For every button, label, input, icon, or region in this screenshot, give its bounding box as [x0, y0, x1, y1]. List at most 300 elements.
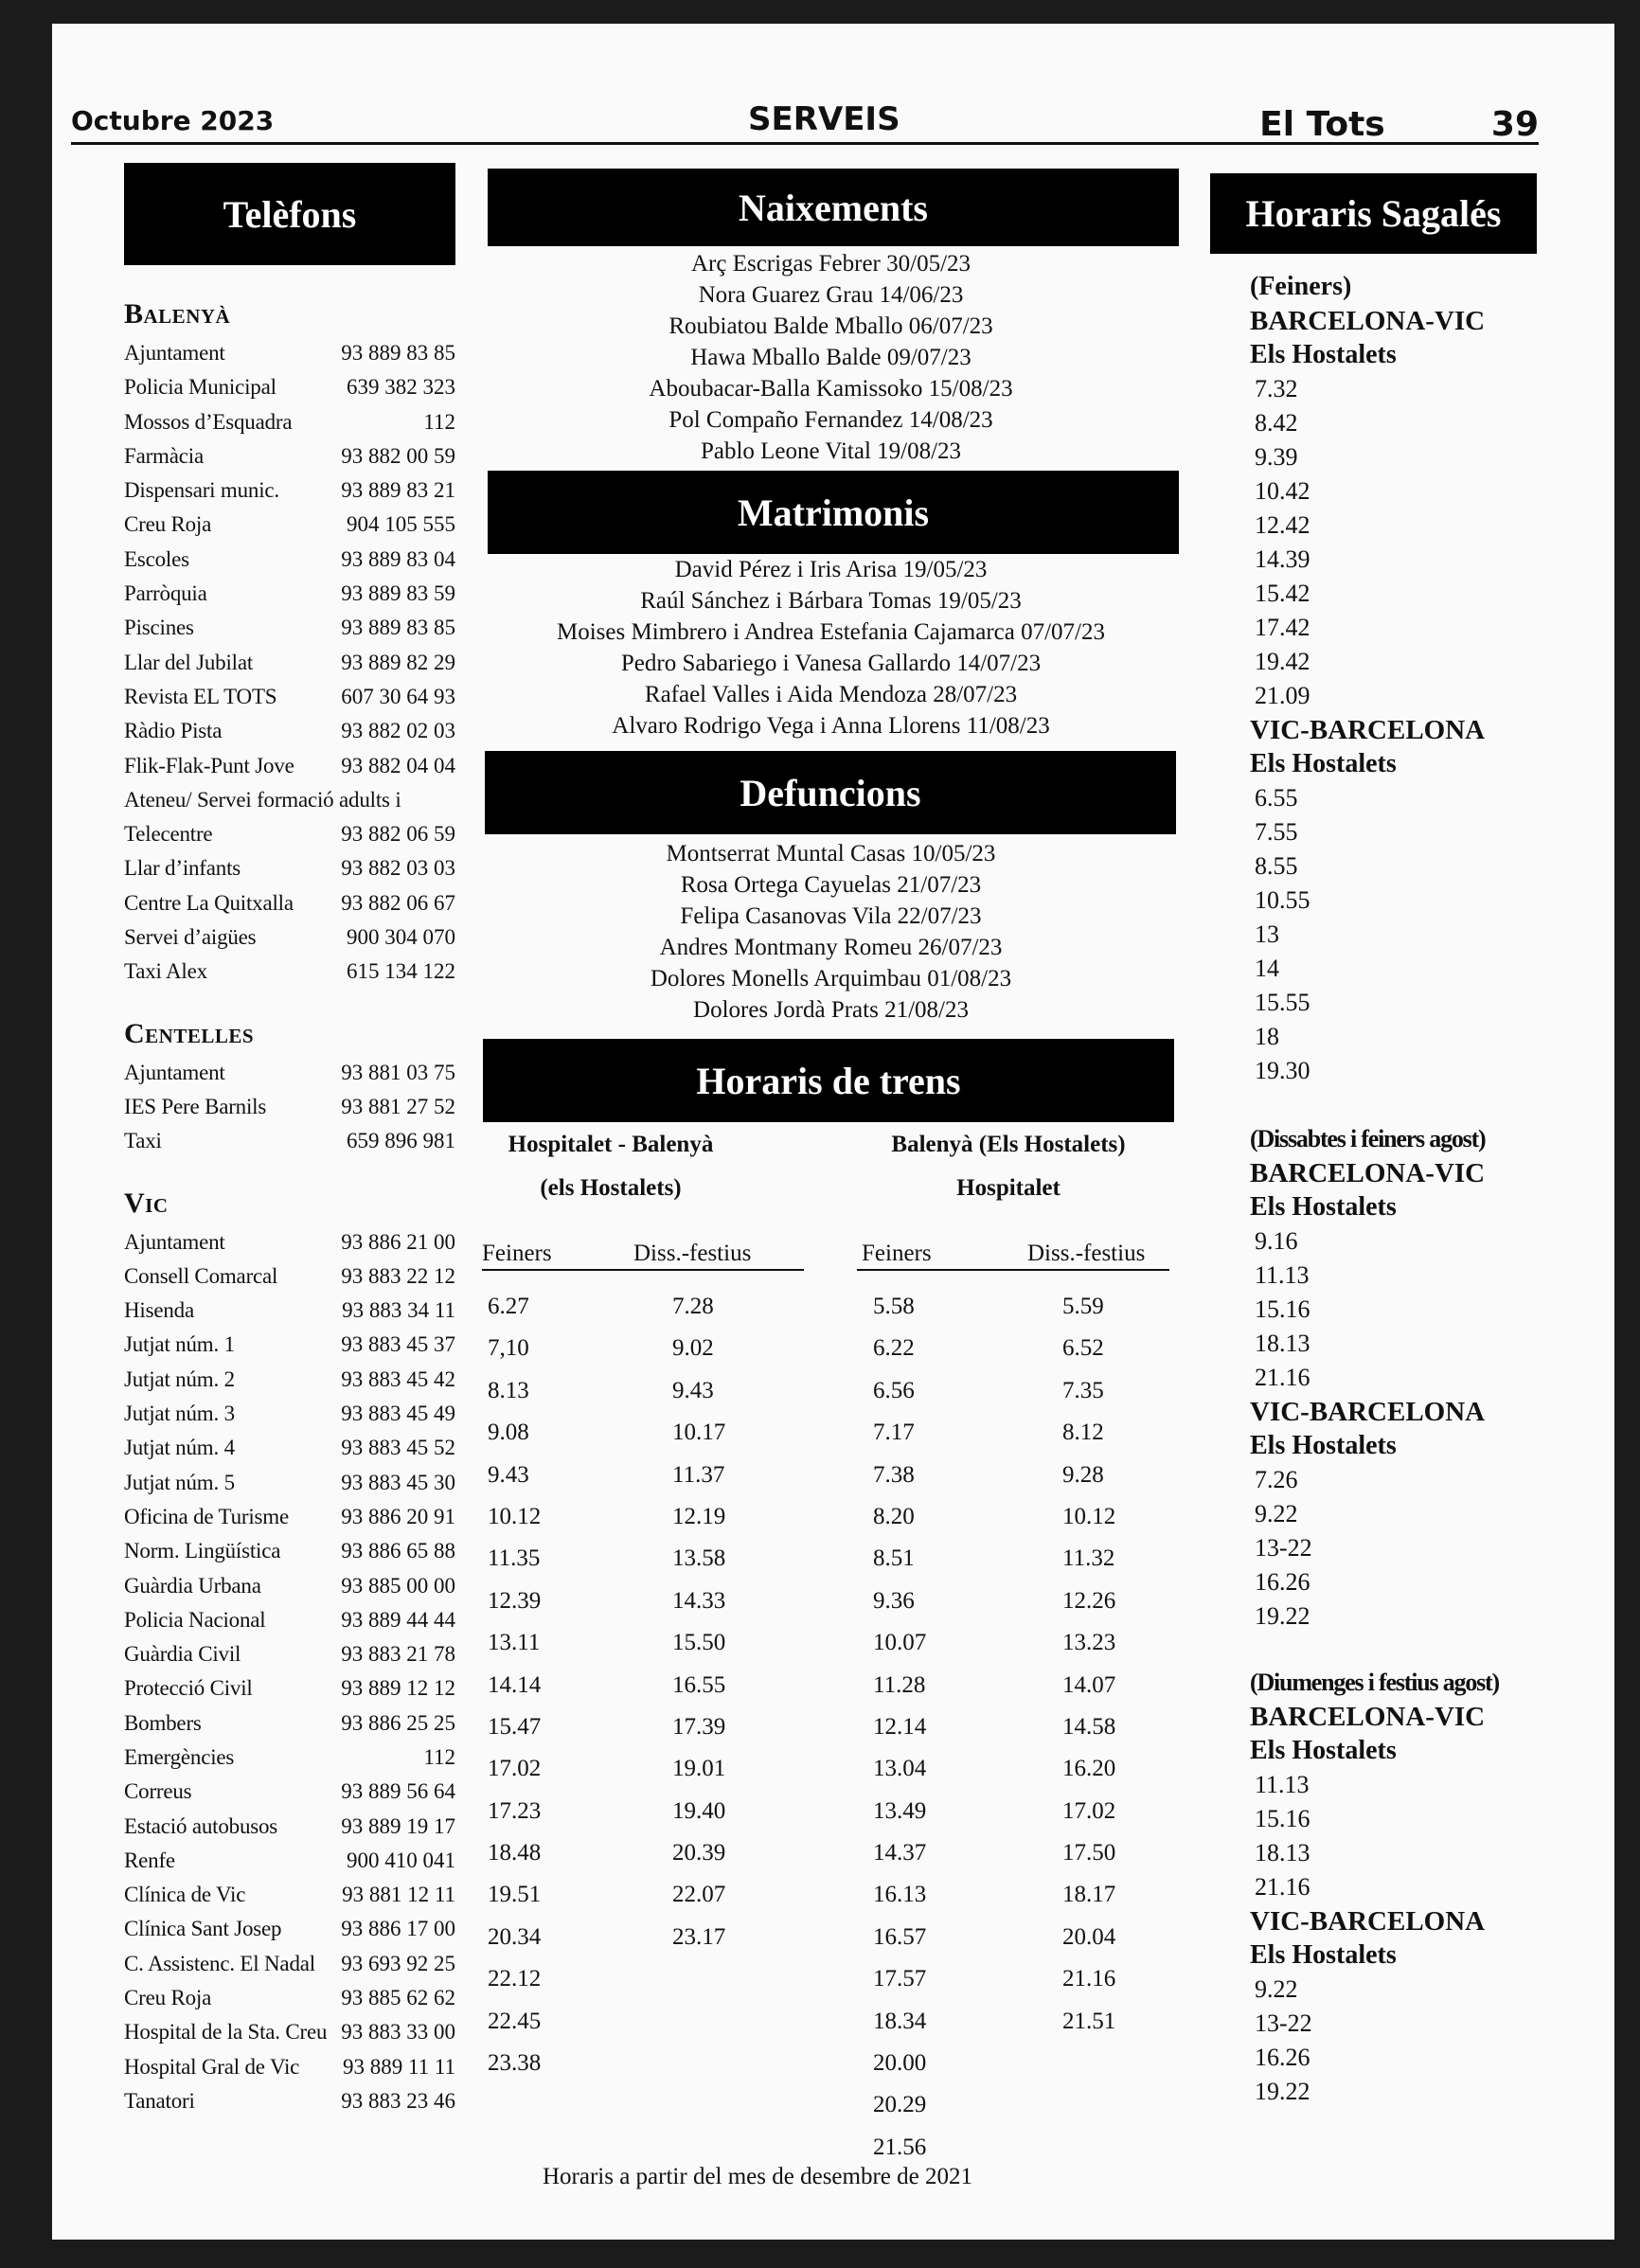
train-time: 17.23 — [488, 1797, 542, 1824]
train-time: 18.17 — [1062, 1882, 1116, 1908]
phone-row — [124, 749, 455, 783]
phone-number: 93 883 45 49 — [341, 1402, 455, 1426]
phone-label: Llar del Jubilat — [124, 650, 254, 674]
left-column-headers: Feiners Diss.-festius — [482, 1241, 804, 1271]
train-time: 9.36 — [873, 1587, 915, 1614]
train-time: 7,10 — [488, 1335, 529, 1362]
train-time: 22.07 — [672, 1882, 726, 1908]
route-stop: Els Hostalets — [1250, 1736, 1397, 1765]
phone-label: Policia Nacional — [124, 1607, 266, 1632]
phone-label: Oficina de Turisme — [124, 1504, 289, 1528]
phone-row — [124, 1431, 455, 1465]
phone-number: 93 889 11 11 — [342, 2054, 455, 2079]
train-time: 13.58 — [672, 1545, 726, 1572]
train-time: 21.56 — [873, 2134, 927, 2160]
bus-time: 21.16 — [1255, 1873, 1310, 1901]
phone-number: 93 889 83 59 — [341, 581, 455, 606]
phone-label: Piscines — [124, 616, 194, 640]
bus-time: 19.42 — [1255, 648, 1310, 675]
bh-diss-col — [1062, 1286, 1115, 2043]
train-time: 15.50 — [672, 1630, 726, 1656]
phone-row — [124, 886, 455, 920]
phone-row — [124, 370, 455, 404]
train-time: 10.12 — [488, 1503, 542, 1529]
train-time: 7.35 — [1062, 1377, 1104, 1403]
phone-row — [124, 646, 455, 680]
phone-label: Estació autobusos — [124, 1813, 278, 1838]
bus-time: 15.55 — [1255, 989, 1310, 1016]
bus-time: 9.22 — [1255, 1975, 1298, 2003]
bus-time: 16.26 — [1255, 1568, 1310, 1596]
phone-number: 93 886 17 00 — [341, 1917, 455, 1941]
phone-number: 93 886 25 25 — [341, 1710, 455, 1735]
section-title: SERVEIS — [748, 100, 900, 138]
phone-number: 659 896 981 — [347, 1129, 455, 1153]
sagales-banner: Horaris Sagalés — [1210, 173, 1537, 254]
phone-number: 93 889 83 04 — [341, 546, 455, 571]
phone-number: 93 889 56 64 — [341, 1779, 455, 1804]
list-item: Dolores Monells Arquimbau 01/08/23 — [650, 966, 1012, 991]
bus-time: 19.22 — [1255, 1602, 1310, 1630]
phone-row — [124, 611, 455, 645]
phone-number: 93 889 83 85 — [341, 616, 455, 640]
phone-number: 93 889 82 29 — [341, 650, 455, 674]
train-time: 18.34 — [873, 2008, 927, 2034]
phone-label: Bombers — [124, 1710, 202, 1735]
phone-row — [124, 920, 455, 955]
train-time: 21.51 — [1062, 2008, 1116, 2034]
train-time: 17.02 — [1062, 1797, 1116, 1824]
telefons-banner: Telèfons — [124, 163, 455, 265]
train-time: 10.07 — [873, 1630, 927, 1656]
phone-number: 904 105 555 — [347, 512, 455, 537]
route-stop: Els Hostalets — [1250, 1431, 1397, 1460]
bus-time: 14 — [1255, 955, 1279, 982]
phone-label: Hospital de la Sta. Creu — [124, 2020, 328, 2045]
phone-number: 93 882 06 59 — [341, 822, 455, 847]
bus-time: 11.13 — [1255, 1771, 1310, 1798]
train-time: 14.37 — [873, 1840, 927, 1866]
sagales-section — [1250, 270, 1543, 1088]
phone-label: Jutjat núm. 3 — [124, 1402, 235, 1426]
phone-row — [124, 1466, 455, 1500]
bus-time: 10.42 — [1255, 477, 1310, 505]
train-time: 9.43 — [488, 1461, 529, 1488]
page-header — [71, 76, 1539, 145]
train-time: 11.37 — [672, 1461, 725, 1488]
train-time: 20.39 — [672, 1840, 726, 1866]
naixements-list — [483, 248, 1179, 467]
route-destination: VIC-BARCELONA — [1250, 1397, 1486, 1427]
list-item: Montserrat Muntal Casas 10/05/23 — [666, 841, 996, 866]
bus-time: 19.30 — [1255, 1057, 1310, 1084]
bus-time: 15.16 — [1255, 1805, 1310, 1832]
phone-label: Ajuntament — [124, 1229, 225, 1254]
list-item: David Pérez i Iris Arisa 19/05/23 — [674, 557, 988, 582]
phone-row — [124, 473, 455, 508]
phone-number: 93 881 03 75 — [341, 1060, 455, 1084]
list-item: Andres Montmany Romeu 26/07/23 — [659, 935, 1003, 960]
phone-number: 93 886 20 91 — [341, 1504, 455, 1528]
train-time: 16.20 — [1062, 1756, 1116, 1782]
train-time: 17.02 — [488, 1756, 542, 1782]
bus-time: 16.26 — [1255, 2044, 1310, 2071]
train-time: 22.45 — [488, 2008, 542, 2034]
bus-time: 17.42 — [1255, 614, 1310, 641]
list-item: Pablo Leone Vital 19/08/23 — [700, 438, 962, 464]
bus-time: 18.13 — [1255, 1839, 1310, 1866]
phone-row — [124, 405, 455, 439]
route-stop: Els Hostalets — [1250, 1940, 1397, 1970]
list-item: Dolores Jordà Prats 21/08/23 — [693, 997, 969, 1023]
sagales-section — [1250, 1666, 1543, 2109]
phone-row — [124, 1603, 455, 1637]
list-item: Felipa Casanovas Vila 22/07/23 — [680, 903, 982, 929]
bus-time: 7.55 — [1255, 818, 1298, 846]
phone-label: Hisenda — [124, 1298, 194, 1323]
phone-number: 93 883 45 52 — [341, 1436, 455, 1460]
phone-number: 93 889 83 21 — [341, 478, 455, 503]
publication-name: El Tots — [1259, 105, 1385, 144]
phone-row — [124, 680, 455, 714]
phone-label: C. Assistenc. El Nadal — [124, 1951, 315, 1975]
phone-number: 112 — [423, 1744, 455, 1769]
bus-time: 8.55 — [1255, 852, 1298, 880]
train-time: 13.11 — [488, 1630, 541, 1656]
phone-row — [124, 1671, 455, 1705]
phone-number: 93 882 03 03 — [341, 856, 455, 881]
train-time: 22.12 — [488, 1966, 542, 1992]
bus-time: 14.39 — [1255, 545, 1310, 573]
train-time: 9.02 — [672, 1335, 714, 1362]
phone-row — [124, 1878, 455, 1912]
train-time: 9.28 — [1062, 1461, 1104, 1488]
train-time: 9.43 — [672, 1377, 714, 1403]
phone-number: 93 883 22 12 — [341, 1263, 455, 1288]
phone-row — [124, 2015, 455, 2049]
phone-number: 93 886 21 00 — [341, 1229, 455, 1254]
bus-time: 21.09 — [1255, 682, 1310, 709]
train-time: 5.59 — [1062, 1294, 1104, 1319]
train-time: 6.22 — [873, 1335, 915, 1362]
phone-number: 900 304 070 — [347, 925, 455, 950]
list-item: Pol Compaño Fernandez 14/08/23 — [668, 407, 993, 433]
phone-number: 93 883 45 30 — [341, 1470, 455, 1494]
train-time: 12.39 — [488, 1587, 542, 1614]
train-time: 6.52 — [1062, 1335, 1104, 1362]
train-time: 17.57 — [873, 1966, 927, 1992]
phone-label: Renfe — [124, 1848, 175, 1872]
phone-label: Parròquia — [124, 581, 207, 606]
train-time: 14.33 — [672, 1587, 726, 1614]
phone-label: Protecció Civil — [124, 1676, 253, 1701]
phone-label: Consell Comarcal — [124, 1263, 278, 1288]
phone-label: Ràdio Pista — [124, 719, 223, 743]
list-item: Roubiatou Balde Mballo 06/07/23 — [668, 313, 993, 339]
train-time: 7.38 — [873, 1461, 915, 1488]
bus-time: 15.42 — [1255, 580, 1310, 607]
train-time: 13.49 — [873, 1797, 927, 1824]
train-time: 23.17 — [672, 1923, 726, 1950]
phone-number: 93 889 12 12 — [341, 1676, 455, 1701]
phone-row — [124, 439, 455, 473]
phone-directory — [124, 298, 455, 2118]
phone-label: Llar d’infants — [124, 856, 241, 881]
phone-row — [124, 1500, 455, 1534]
train-time: 14.58 — [1062, 1713, 1116, 1740]
train-time: 8.12 — [1062, 1420, 1104, 1446]
phone-label: Correus — [124, 1779, 192, 1804]
phone-number: 93 693 92 25 — [341, 1951, 455, 1975]
phone-row — [124, 508, 455, 542]
train-time: 15.47 — [488, 1713, 542, 1740]
train-time: 13.23 — [1062, 1630, 1116, 1656]
train-time: 12.19 — [672, 1503, 726, 1529]
phone-row — [124, 1534, 455, 1568]
train-time: 14.14 — [488, 1671, 542, 1698]
route-destination: BARCELONA-VIC — [1250, 1702, 1486, 1732]
route-stop: Els Hostalets — [1250, 340, 1397, 369]
bus-time: 7.26 — [1255, 1466, 1298, 1493]
train-time: 20.00 — [873, 2050, 927, 2077]
train-time: 23.38 — [488, 2050, 542, 2077]
train-time: 8.51 — [873, 1545, 915, 1572]
phone-number: 93 889 19 17 — [341, 1813, 455, 1838]
phone-label: Telecentre — [124, 822, 213, 847]
phone-number: 93 883 34 11 — [342, 1298, 455, 1323]
phone-row — [124, 1569, 455, 1603]
phone-row — [124, 1056, 455, 1090]
phone-group-heading: Vic — [124, 1187, 169, 1219]
train-time: 12.26 — [1062, 1587, 1116, 1614]
route-stop: Els Hostalets — [1250, 749, 1397, 778]
train-time: 7.17 — [873, 1420, 915, 1446]
phone-row — [124, 1363, 455, 1397]
hb-feiners-col — [488, 1286, 541, 2084]
phone-number: 93 886 65 88 — [341, 1539, 455, 1563]
bus-time: 9.39 — [1255, 443, 1298, 471]
train-time: 10.17 — [672, 1420, 726, 1446]
phone-label: Jutjat núm. 4 — [124, 1436, 235, 1460]
bus-time: 9.16 — [1255, 1227, 1298, 1255]
train-time: 19.40 — [672, 1797, 726, 1824]
bus-time: 15.16 — [1255, 1295, 1310, 1323]
train-time: 20.34 — [488, 1923, 542, 1950]
phone-row — [124, 1706, 455, 1741]
phone-label: Norm. Lingüística — [124, 1539, 281, 1563]
list-item: Alvaro Rodrigo Vega i Anna Llorens 11/08/23 — [612, 713, 1050, 739]
phone-number: 93 881 27 52 — [341, 1094, 455, 1118]
phone-label: Emergències — [124, 1744, 235, 1769]
bus-time: 18.13 — [1255, 1330, 1310, 1357]
phone-row — [124, 1912, 455, 1946]
phone-label: Taxi — [124, 1129, 162, 1153]
matrimonis-banner: Matrimonis — [488, 471, 1179, 554]
page-number: 39 — [1490, 105, 1539, 144]
train-time: 12.14 — [873, 1713, 927, 1740]
phone-number: 93 883 45 37 — [341, 1332, 455, 1357]
train-time: 20.29 — [873, 2092, 927, 2118]
list-item: Aboubacar-Balla Kamissoko 15/08/23 — [649, 376, 1013, 402]
phone-label: Ajuntament — [124, 341, 225, 365]
sagales-schedule — [1250, 270, 1543, 2109]
bus-time: 10.55 — [1255, 886, 1310, 914]
list-item: Nora Guarez Grau 14/06/23 — [698, 282, 964, 308]
phone-label: Creu Roja — [124, 512, 212, 537]
train-time: 8.20 — [873, 1503, 915, 1529]
sagales-section-label: (Feiners) — [1250, 272, 1352, 301]
trens-banner: Horaris de trens — [483, 1039, 1174, 1122]
defuncions-banner: Defuncions — [485, 751, 1176, 834]
phone-row — [124, 1844, 455, 1878]
phone-label: Policia Municipal — [124, 375, 276, 400]
phone-number: 112 — [423, 409, 455, 434]
phone-row — [124, 783, 455, 817]
phone-number: 93 885 62 62 — [341, 1986, 455, 2010]
train-time: 14.07 — [1062, 1671, 1116, 1698]
phone-row — [124, 543, 455, 577]
phone-number: 607 30 64 93 — [341, 684, 455, 708]
naixements-banner: Naixements — [488, 169, 1179, 246]
phone-row — [124, 1090, 455, 1124]
phone-number: 93 889 44 44 — [341, 1607, 455, 1632]
phone-row — [124, 1397, 455, 1431]
phone-number: 615 134 122 — [347, 959, 455, 984]
phone-label: Hospital Gral de Vic — [124, 2054, 300, 2079]
phone-row — [124, 336, 455, 370]
bus-time: 19.22 — [1255, 2078, 1310, 2105]
phone-number: 93 883 33 00 — [341, 2020, 455, 2045]
phone-number: 93 885 00 00 — [341, 1573, 455, 1598]
train-time: 5.58 — [873, 1294, 915, 1319]
phone-row — [124, 817, 455, 851]
bus-time: 12.42 — [1255, 511, 1310, 539]
sagales-section-label: (Diumenges i festius agost) — [1250, 1669, 1499, 1696]
list-item: Arç Escrigas Febrer 30/05/23 — [690, 251, 972, 277]
phone-row — [124, 1775, 455, 1809]
train-time: 19.51 — [488, 1882, 542, 1908]
defuncions-list — [483, 838, 1179, 1026]
route-destination: VIC-BARCELONA — [1250, 1906, 1486, 1937]
train-time: 19.01 — [672, 1756, 726, 1782]
phone-number: 93 881 12 11 — [342, 1883, 455, 1907]
phone-group-heading: Balenyà — [124, 298, 231, 330]
phone-row — [124, 1328, 455, 1362]
bus-time: 8.42 — [1255, 409, 1298, 437]
phone-number: 900 410 041 — [347, 1848, 455, 1872]
phone-label: Tanatori — [124, 2088, 195, 2113]
train-time: 16.57 — [873, 1923, 927, 1950]
train-time: 9.08 — [488, 1420, 529, 1446]
phone-number: 639 382 323 — [347, 375, 455, 400]
train-note: Horaris a partir del mes de desembre de 2021 — [542, 2164, 972, 2189]
train-time: 17.50 — [1062, 1840, 1116, 1866]
hb-diss-col — [672, 1286, 725, 1958]
route-destination: BARCELONA-VIC — [1250, 306, 1486, 336]
phone-row — [124, 1741, 455, 1775]
phone-number: 93 883 21 78 — [341, 1642, 455, 1667]
phone-row — [124, 955, 455, 989]
bus-time: 9.22 — [1255, 1500, 1298, 1527]
phone-number: 93 883 45 42 — [341, 1366, 455, 1391]
right-route-heading: Balenyà (Els Hostalets) Hospitalet — [891, 1132, 1126, 1201]
right-column-headers: Feiners Diss.-festius — [857, 1241, 1169, 1271]
bus-time: 6.55 — [1255, 784, 1298, 812]
phone-row — [124, 714, 455, 748]
phone-label: Mossos d’Esquadra — [124, 409, 293, 434]
phone-number: 93 882 04 04 — [341, 753, 455, 777]
list-item: Hawa Mballo Balde 09/07/23 — [690, 345, 972, 370]
phone-number: 93 882 06 67 — [341, 890, 455, 915]
bus-time: 7.32 — [1255, 375, 1298, 402]
train-time: 20.04 — [1062, 1923, 1116, 1950]
list-item: Rosa Ortega Cayuelas 21/07/23 — [680, 872, 982, 898]
phone-label: Clínica Sant Josep — [124, 1917, 282, 1941]
route-destination: VIC-BARCELONA — [1250, 715, 1486, 745]
train-time: 16.55 — [672, 1671, 726, 1698]
phone-row — [124, 1259, 455, 1294]
matrimonis-list — [483, 554, 1179, 741]
phone-label: Farmàcia — [124, 443, 204, 468]
list-item: Rafael Valles i Aida Mendoza 28/07/23 — [644, 682, 1018, 707]
train-time: 7.28 — [672, 1294, 714, 1319]
phone-label: Centre La Quitxalla — [124, 890, 294, 915]
phone-row — [124, 1225, 455, 1259]
bh-feiners-col — [873, 1286, 926, 2169]
phone-row — [124, 1294, 455, 1328]
bus-time: 13-22 — [1255, 1534, 1312, 1562]
phone-row — [124, 1810, 455, 1844]
train-time: 18.48 — [488, 1840, 542, 1866]
phone-label: Dispensari munic. — [124, 478, 279, 503]
phone-label: Flik-Flak-Punt Jove — [124, 753, 294, 777]
train-time: 21.16 — [1062, 1966, 1116, 1992]
train-time: 10.12 — [1062, 1503, 1116, 1529]
train-time: 11.28 — [873, 1671, 926, 1698]
list-item: Raúl Sánchez i Bárbara Tomas 19/05/23 — [640, 588, 1022, 614]
sagales-section-label: (Dissabtes i feiners agost) — [1250, 1125, 1486, 1152]
train-time: 11.35 — [488, 1545, 541, 1572]
left-route-heading: Hospitalet - Balenyà (els Hostalets) — [508, 1132, 714, 1201]
phone-number: 93 882 02 03 — [341, 719, 455, 743]
phone-label: Ajuntament — [124, 1060, 225, 1084]
phone-group-heading: Centelles — [124, 1017, 255, 1049]
list-item: Pedro Sabariego i Vanesa Gallardo 14/07/23 — [620, 651, 1042, 676]
train-time: 6.56 — [873, 1377, 915, 1403]
train-time: 13.04 — [873, 1756, 927, 1782]
phone-number: 93 889 83 85 — [341, 341, 455, 365]
bus-time: 13 — [1255, 920, 1279, 948]
route-stop: Els Hostalets — [1250, 1192, 1397, 1222]
phone-row — [124, 1947, 455, 1981]
phone-label: Taxi Alex — [124, 959, 207, 984]
issue-date: Octubre 2023 — [71, 105, 275, 136]
phone-row — [124, 2084, 455, 2118]
phone-row — [124, 577, 455, 611]
train-time: 8.13 — [488, 1377, 529, 1403]
phone-row — [124, 1981, 455, 2015]
phone-label: Clínica de Vic — [124, 1883, 246, 1907]
phone-row — [124, 1124, 455, 1158]
phone-label: Creu Roja — [124, 1986, 212, 2010]
route-destination: BARCELONA-VIC — [1250, 1158, 1486, 1188]
phone-label: Jutjat núm. 1 — [124, 1332, 235, 1357]
phone-row — [124, 851, 455, 885]
phone-label: Escoles — [124, 546, 189, 571]
bus-time: 21.16 — [1255, 1364, 1310, 1391]
phone-label: Guàrdia Civil — [124, 1642, 241, 1667]
phone-label: Servei d’aigües — [124, 925, 257, 950]
